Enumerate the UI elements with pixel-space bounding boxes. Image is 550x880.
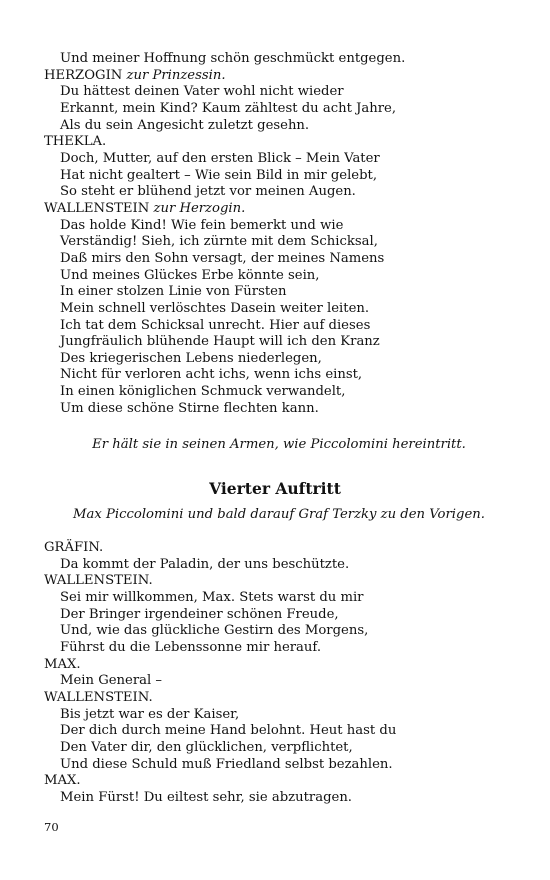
verse-line: Der Bringer irgendeiner schönen Freude, [60,606,339,622]
verse-line: Führst du die Lebenssonne mir herauf. [60,639,322,655]
verse-line: Bis jetzt war es der Kaiser, [60,706,240,722]
verse-line: Und meiner Hoffnung schön geschmückt entgegen. [60,51,406,66]
verse-line: Mein General – [60,673,163,689]
speaker-name [44,773,514,790]
verse-line: Mein schnell verlöschtes Dasein weiter leiten. [60,300,370,316]
speaker-name [44,201,514,218]
verse-line: Da kommt der Paladin, der uns beschützte. [60,556,350,572]
speaker-name [44,657,514,674]
verse-line: Den Vater dir, den glücklichen, verpflichtet, [60,739,353,755]
speaker-label: THEKLA. [44,134,107,150]
stage-direction-inline: zur Prinzessin. [126,67,226,83]
scene-heading: Vierter Auftritt [209,479,341,498]
speaker-label: GRÄFIN. [44,540,104,555]
verse-line: Erkannt, mein Kind? Kaum zähltest du acht Jahre, [60,100,397,116]
verse-line: Und diese Schuld muß Friedland selbst bezahlen. [60,756,393,772]
verse-line: Als du sein Angesicht zuletzt gesehn. [60,117,310,133]
verse-line: Ich tat dem Schicksal unrecht. Hier auf dieses [60,317,371,333]
verse-line: Nicht für verloren acht ichs, wenn ichs einst, [60,367,363,383]
speaker-name [44,134,514,151]
verse-line: Das holde Kind! Wie fein bemerkt und wie [60,217,344,233]
verse-line: Hat nicht gealtert – Wie sein Bild in mir gelebt, [60,167,378,183]
verse-line: Jungfräulich blühende Haupt will ich den Kranz [60,334,380,350]
speaker-name [44,690,514,707]
verse-line: In einer stolzen Linie von Fürsten [60,284,287,300]
speaker-label: WALLENSTEIN [44,200,150,216]
verse-line: Und, wie das glückliche Gestirn des Morgens, [60,623,369,639]
verse-line: Der dich durch meine Hand belohnt. Heut hast du [60,723,397,739]
stage-direction-inline: zur Herzogin. [153,200,246,216]
speaker-label: HERZOGIN [44,67,123,83]
verse-line: Verständig! Sieh, ich zürnte mit dem Schicksal, [60,234,378,250]
verse-line: Um diese schöne Stirne flechten kann. [60,400,319,416]
speaker-label: MAX. [44,773,81,789]
verse-line: Des kriegerischen Lebens niederlegen, [60,350,322,366]
verse-line: Mein Fürst! Du eiltest sehr, sie abzutragen. [60,789,353,805]
dialogue-block-1 [44,51,514,417]
verse-line: In einen königlichen Schmuck verwandelt, [60,384,346,400]
verse-line: Und meines Glückes Erbe könnte sein, [60,267,320,283]
verse-line: So steht er blühend jetzt vor meinen Augen. [60,184,356,200]
speaker-label: MAX. [44,656,81,672]
speaker-label: WALLENSTEIN. [44,573,153,589]
dialogue-block-2 [44,540,514,807]
verse-line: Doch, Mutter, auf den ersten Blick – Mein Vater [60,150,380,166]
verse-line: Daß mirs den Sohn versagt, der meines Namens [60,250,385,266]
speaker-label: WALLENSTEIN. [44,689,153,705]
verse-line: Sei mir willkommen, Max. Stets warst du mir [60,589,364,605]
verse-line: Du hättest deinen Vater wohl nicht wieder [60,84,344,100]
scene-cast: Max Piccolomini und bald darauf Graf Terzky zu den Vorigen. [73,507,485,522]
stage-direction: Er hält sie in seinen Armen, wie Piccolomini hereintritt. [92,437,466,452]
speaker-name [44,540,514,557]
speaker-name [44,68,514,85]
page-number: 70 [44,820,59,834]
speaker-name [44,573,514,590]
